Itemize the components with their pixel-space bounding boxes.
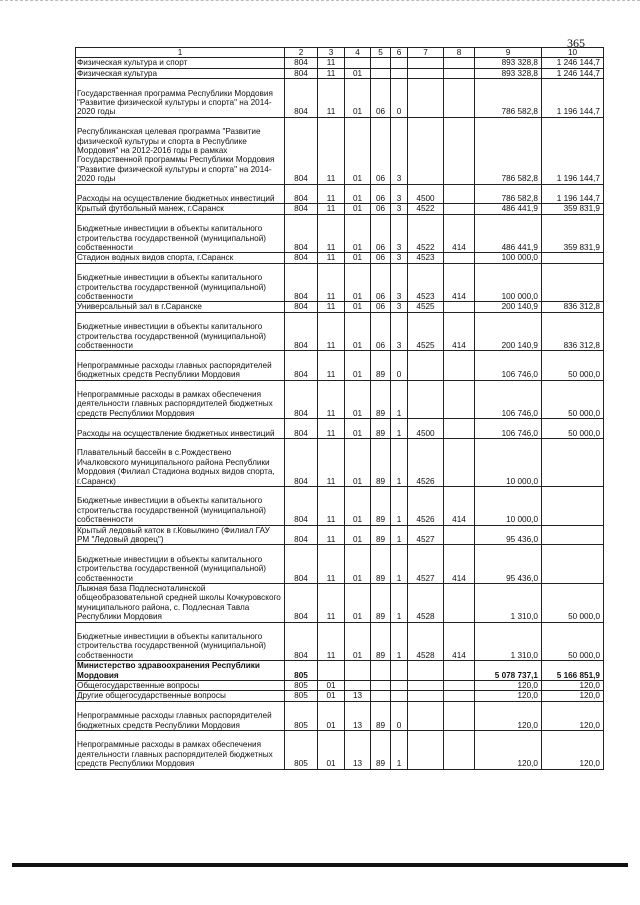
table-row xyxy=(76,302,604,312)
code-subprogram: 0 xyxy=(391,351,408,380)
code-subprogram: 0 xyxy=(391,79,408,118)
code-subprogram: 3 xyxy=(391,312,408,351)
code-subprogram xyxy=(391,681,408,691)
amount-year-1: 100 000,0 xyxy=(475,253,542,263)
code-item xyxy=(408,691,444,701)
amount-year-1: 1 310,0 xyxy=(475,622,542,661)
amount-year-1: 5 078 737,1 xyxy=(475,661,542,681)
table-row xyxy=(76,661,604,681)
amount-year-1: 106 746,0 xyxy=(475,419,542,439)
code-item: 4527 xyxy=(408,525,444,545)
row-name: Непрограммные расходы в рамках обеспечения деятельности главных распорядителей бюджетных средств Республики Мордовия xyxy=(76,380,285,419)
code-program: 06 xyxy=(371,302,391,312)
code-ministry: 805 xyxy=(285,701,318,730)
code-item: 4527 xyxy=(408,545,444,584)
row-name: Государственная программа Республики Мордовия "Развитие физической культуры и спорта" на 2014-2020 годы xyxy=(76,79,285,118)
row-name: Непрограммные расходы в рамках обеспечения деятельности главных распорядителей бюджетных средств Республики Мордовия xyxy=(76,731,285,770)
code-item xyxy=(408,68,444,78)
code-program: 89 xyxy=(371,380,391,419)
code-section: 11 xyxy=(318,117,345,184)
row-name: Непрограммные расходы главных распорядителей бюджетных средств Республики Мордовия xyxy=(76,701,285,730)
table-row xyxy=(76,419,604,439)
row-name: Плавательный бассейн в с.Рождествено Ичалковского муниципального района Республики Мордовия (Филиал Стадиона водных видов спорта, г.Саранск) xyxy=(76,438,285,486)
code-expense-type xyxy=(444,438,475,486)
code-section: 11 xyxy=(318,253,345,263)
amount-year-2: 5 166 851,9 xyxy=(542,661,604,681)
row-name: Лыжная база Подлесноталинской общеобразовательной средней школы Кочкуровского муниципального района, с. Подлесная Тавла Республики Мордовия xyxy=(76,583,285,622)
code-expense-type xyxy=(444,525,475,545)
code-item: 4523 xyxy=(408,263,444,302)
column-header-6: 6 xyxy=(391,48,408,58)
code-section: 11 xyxy=(318,79,345,118)
table-row xyxy=(76,525,604,545)
code-program: 89 xyxy=(371,701,391,730)
code-program xyxy=(371,68,391,78)
code-ministry: 804 xyxy=(285,79,318,118)
row-name: Стадион водных видов спорта, г.Саранск xyxy=(76,253,285,263)
amount-year-1: 95 436,0 xyxy=(475,545,542,584)
code-subsection: 01 xyxy=(345,204,371,214)
amount-year-1: 486 441,9 xyxy=(475,204,542,214)
row-name: Бюджетные инвестиции в объекты капитального строительства государственной (муниципальной) собственности xyxy=(76,214,285,253)
code-subsection xyxy=(345,58,371,68)
amount-year-2 xyxy=(542,438,604,486)
amount-year-1: 120,0 xyxy=(475,691,542,701)
code-item xyxy=(408,731,444,770)
amount-year-2: 1 196 144,7 xyxy=(542,184,604,204)
amount-year-2: 359 831,9 xyxy=(542,204,604,214)
code-item xyxy=(408,681,444,691)
code-subprogram: 1 xyxy=(391,419,408,439)
code-ministry: 804 xyxy=(285,184,318,204)
code-expense-type xyxy=(444,731,475,770)
code-subsection xyxy=(345,661,371,681)
code-ministry: 804 xyxy=(285,583,318,622)
row-name: Бюджетные инвестиции в объекты капитального строительства государственной (муниципальной) собственности xyxy=(76,622,285,661)
table-row xyxy=(76,486,604,525)
code-item: 4525 xyxy=(408,302,444,312)
amount-year-1: 893 328,8 xyxy=(475,58,542,68)
code-subprogram: 1 xyxy=(391,545,408,584)
code-program xyxy=(371,58,391,68)
code-ministry: 804 xyxy=(285,312,318,351)
column-header-4: 4 xyxy=(345,48,371,58)
code-section: 11 xyxy=(318,351,345,380)
code-subsection: 01 xyxy=(345,79,371,118)
column-header-5: 5 xyxy=(371,48,391,58)
row-name: Непрограммные расходы главных распорядителей бюджетных средств Республики Мордовия xyxy=(76,351,285,380)
code-program: 89 xyxy=(371,419,391,439)
code-subsection: 01 xyxy=(345,214,371,253)
code-subsection: 01 xyxy=(345,184,371,204)
amount-year-2: 1 196 144,7 xyxy=(542,79,604,118)
code-subprogram: 1 xyxy=(391,438,408,486)
table-header-row xyxy=(76,48,604,58)
code-item: 4522 xyxy=(408,214,444,253)
code-expense-type xyxy=(444,583,475,622)
code-program xyxy=(371,661,391,681)
table-row xyxy=(76,681,604,691)
code-section: 11 xyxy=(318,214,345,253)
code-ministry: 804 xyxy=(285,380,318,419)
amount-year-1: 120,0 xyxy=(475,681,542,691)
row-name: Бюджетные инвестиции в объекты капитального строительства государственной (муниципальной) собственности xyxy=(76,486,285,525)
code-item: 4500 xyxy=(408,184,444,204)
budget-table xyxy=(75,47,604,770)
code-subsection: 13 xyxy=(345,691,371,701)
amount-year-2: 1 246 144,7 xyxy=(542,68,604,78)
code-section: 11 xyxy=(318,545,345,584)
code-subsection: 13 xyxy=(345,731,371,770)
table-row xyxy=(76,731,604,770)
table-row xyxy=(76,380,604,419)
amount-year-2: 359 831,9 xyxy=(542,214,604,253)
table-row xyxy=(76,351,604,380)
column-header-8: 8 xyxy=(444,48,475,58)
code-subprogram: 1 xyxy=(391,622,408,661)
code-section: 11 xyxy=(318,204,345,214)
code-ministry: 804 xyxy=(285,117,318,184)
code-expense-type xyxy=(444,302,475,312)
code-subsection: 01 xyxy=(345,545,371,584)
code-program: 06 xyxy=(371,214,391,253)
code-section: 11 xyxy=(318,184,345,204)
code-item: 4526 xyxy=(408,438,444,486)
table-row xyxy=(76,253,604,263)
code-subprogram: 1 xyxy=(391,380,408,419)
code-item xyxy=(408,351,444,380)
code-subsection: 01 xyxy=(345,419,371,439)
amount-year-2: 50 000,0 xyxy=(542,380,604,419)
column-header-10: 10 xyxy=(542,48,604,58)
code-subsection: 01 xyxy=(345,583,371,622)
code-item: 4500 xyxy=(408,419,444,439)
code-ministry: 804 xyxy=(285,438,318,486)
code-subprogram: 3 xyxy=(391,253,408,263)
code-item xyxy=(408,58,444,68)
amount-year-1: 10 000,0 xyxy=(475,438,542,486)
page-number: 365 xyxy=(567,36,585,50)
table-body xyxy=(76,58,604,769)
column-header-1: 1 xyxy=(76,48,285,58)
code-section: 11 xyxy=(318,58,345,68)
code-section: 01 xyxy=(318,681,345,691)
code-expense-type xyxy=(444,117,475,184)
top-edge-line xyxy=(0,0,640,3)
code-program: 89 xyxy=(371,545,391,584)
code-section: 01 xyxy=(318,731,345,770)
code-ministry: 804 xyxy=(285,68,318,78)
code-ministry: 804 xyxy=(285,486,318,525)
code-program: 89 xyxy=(371,731,391,770)
code-subsection: 01 xyxy=(345,622,371,661)
table-row xyxy=(76,184,604,204)
table-row xyxy=(76,545,604,584)
code-ministry: 805 xyxy=(285,661,318,681)
code-subprogram xyxy=(391,691,408,701)
code-subprogram: 3 xyxy=(391,263,408,302)
code-subsection: 13 xyxy=(345,701,371,730)
amount-year-2: 50 000,0 xyxy=(542,622,604,661)
code-program: 89 xyxy=(371,351,391,380)
amount-year-1: 786 582,8 xyxy=(475,117,542,184)
code-section: 11 xyxy=(318,438,345,486)
amount-year-2 xyxy=(542,486,604,525)
row-name: Бюджетные инвестиции в объекты капитального строительства государственной (муниципальной) собственности xyxy=(76,263,285,302)
column-header-7: 7 xyxy=(408,48,444,58)
code-program: 06 xyxy=(371,253,391,263)
table-row xyxy=(76,438,604,486)
amount-year-2: 120,0 xyxy=(542,731,604,770)
code-program xyxy=(371,691,391,701)
code-section: 11 xyxy=(318,312,345,351)
code-ministry: 804 xyxy=(285,525,318,545)
code-subprogram: 3 xyxy=(391,214,408,253)
code-program xyxy=(371,681,391,691)
code-ministry: 805 xyxy=(285,691,318,701)
code-subsection xyxy=(345,681,371,691)
code-program: 06 xyxy=(371,184,391,204)
row-name: Крытый футбольный манеж, г.Саранск xyxy=(76,204,285,214)
code-subsection: 01 xyxy=(345,380,371,419)
code-ministry: 804 xyxy=(285,214,318,253)
code-item xyxy=(408,701,444,730)
table-row xyxy=(76,117,604,184)
amount-year-2: 1 246 144,7 xyxy=(542,58,604,68)
row-name: Бюджетные инвестиции в объекты капитального строительства государственной (муниципальной) собственности xyxy=(76,312,285,351)
code-subsection: 01 xyxy=(345,117,371,184)
amount-year-1: 120,0 xyxy=(475,731,542,770)
code-expense-type xyxy=(444,204,475,214)
code-expense-type xyxy=(444,681,475,691)
code-expense-type: 414 xyxy=(444,622,475,661)
code-ministry: 805 xyxy=(285,681,318,691)
row-name: Универсальный зал в г.Саранске xyxy=(76,302,285,312)
code-section: 11 xyxy=(318,525,345,545)
amount-year-1: 786 582,8 xyxy=(475,79,542,118)
code-subprogram xyxy=(391,661,408,681)
code-item: 4528 xyxy=(408,622,444,661)
table-row xyxy=(76,263,604,302)
amount-year-2: 836 312,8 xyxy=(542,302,604,312)
code-program: 89 xyxy=(371,583,391,622)
table-row xyxy=(76,79,604,118)
code-expense-type xyxy=(444,351,475,380)
code-program: 06 xyxy=(371,204,391,214)
code-subsection: 01 xyxy=(345,312,371,351)
table-row xyxy=(76,68,604,78)
table-row xyxy=(76,583,604,622)
amount-year-2 xyxy=(542,525,604,545)
code-subsection: 01 xyxy=(345,263,371,302)
code-item xyxy=(408,380,444,419)
amount-year-1: 106 746,0 xyxy=(475,351,542,380)
amount-year-1: 893 328,8 xyxy=(475,68,542,78)
row-name: Физическая культура xyxy=(76,68,285,78)
column-header-9: 9 xyxy=(475,48,542,58)
amount-year-2: 1 196 144,7 xyxy=(542,117,604,184)
code-ministry: 804 xyxy=(285,419,318,439)
amount-year-1: 106 746,0 xyxy=(475,380,542,419)
amount-year-2: 120,0 xyxy=(542,681,604,691)
row-name: Другие общегосударственные вопросы xyxy=(76,691,285,701)
column-header-3: 3 xyxy=(318,48,345,58)
row-name: Расходы на осуществление бюджетных инвестиций xyxy=(76,419,285,439)
code-section: 11 xyxy=(318,622,345,661)
amount-year-2 xyxy=(542,545,604,584)
code-expense-type: 414 xyxy=(444,545,475,584)
code-expense-type xyxy=(444,380,475,419)
row-name: Общегосударственные вопросы xyxy=(76,681,285,691)
amount-year-1: 786 582,8 xyxy=(475,184,542,204)
amount-year-2: 50 000,0 xyxy=(542,419,604,439)
code-ministry: 804 xyxy=(285,263,318,302)
code-ministry: 805 xyxy=(285,731,318,770)
code-subprogram xyxy=(391,68,408,78)
amount-year-1: 120,0 xyxy=(475,701,542,730)
code-subprogram: 1 xyxy=(391,583,408,622)
code-expense-type xyxy=(444,68,475,78)
code-expense-type xyxy=(444,661,475,681)
code-subsection: 01 xyxy=(345,68,371,78)
code-program: 89 xyxy=(371,486,391,525)
code-section: 11 xyxy=(318,583,345,622)
amount-year-2: 120,0 xyxy=(542,701,604,730)
amount-year-2: 50 000,0 xyxy=(542,583,604,622)
code-section: 11 xyxy=(318,380,345,419)
code-item: 4528 xyxy=(408,583,444,622)
code-expense-type xyxy=(444,58,475,68)
code-ministry: 804 xyxy=(285,58,318,68)
code-expense-type: 414 xyxy=(444,312,475,351)
code-item: 4526 xyxy=(408,486,444,525)
code-subprogram: 3 xyxy=(391,204,408,214)
code-program: 06 xyxy=(371,312,391,351)
code-program: 89 xyxy=(371,438,391,486)
amount-year-1: 100 000,0 xyxy=(475,263,542,302)
code-subsection: 01 xyxy=(345,302,371,312)
amount-year-2: 50 000,0 xyxy=(542,351,604,380)
row-name: Министерство здравоохранения Республики Мордовия xyxy=(76,661,285,681)
bottom-edge-bar xyxy=(12,863,628,867)
code-expense-type xyxy=(444,253,475,263)
code-subprogram: 3 xyxy=(391,184,408,204)
code-item xyxy=(408,79,444,118)
amount-year-2 xyxy=(542,253,604,263)
amount-year-1: 1 310,0 xyxy=(475,583,542,622)
amount-year-2 xyxy=(542,263,604,302)
table-row xyxy=(76,701,604,730)
code-subprogram: 1 xyxy=(391,486,408,525)
code-item xyxy=(408,117,444,184)
code-expense-type: 414 xyxy=(444,263,475,302)
amount-year-1: 486 441,9 xyxy=(475,214,542,253)
column-header-2: 2 xyxy=(285,48,318,58)
code-section: 01 xyxy=(318,701,345,730)
amount-year-1: 200 140,9 xyxy=(475,302,542,312)
amount-year-1: 95 436,0 xyxy=(475,525,542,545)
code-program: 06 xyxy=(371,263,391,302)
code-subprogram: 0 xyxy=(391,701,408,730)
code-item: 4522 xyxy=(408,204,444,214)
table-row xyxy=(76,58,604,68)
code-subsection: 01 xyxy=(345,486,371,525)
code-expense-type xyxy=(444,419,475,439)
code-ministry: 804 xyxy=(285,351,318,380)
amount-year-1: 200 140,9 xyxy=(475,312,542,351)
code-item xyxy=(408,661,444,681)
row-name: Республиканская целевая программа "Развитие физической культуры и спорта в Республике Мордовия" на 2012-2016 годы в рамках Государственной программы Республики Мордовия "Развитие физической культуры и спорта" на 2014-2020 годы xyxy=(76,117,285,184)
row-name: Физическая культура и спорт xyxy=(76,58,285,68)
code-subprogram xyxy=(391,58,408,68)
code-item: 4525 xyxy=(408,312,444,351)
code-expense-type xyxy=(444,701,475,730)
code-subprogram: 3 xyxy=(391,302,408,312)
code-ministry: 804 xyxy=(285,622,318,661)
code-section: 01 xyxy=(318,691,345,701)
code-ministry: 804 xyxy=(285,302,318,312)
table-row xyxy=(76,204,604,214)
code-section: 11 xyxy=(318,302,345,312)
code-item: 4523 xyxy=(408,253,444,263)
code-subsection: 01 xyxy=(345,351,371,380)
code-expense-type: 414 xyxy=(444,486,475,525)
code-expense-type xyxy=(444,184,475,204)
code-ministry: 804 xyxy=(285,204,318,214)
code-ministry: 804 xyxy=(285,545,318,584)
code-program: 89 xyxy=(371,622,391,661)
table-row xyxy=(76,691,604,701)
code-subprogram: 3 xyxy=(391,117,408,184)
amount-year-1: 10 000,0 xyxy=(475,486,542,525)
code-expense-type: 414 xyxy=(444,214,475,253)
code-subsection: 01 xyxy=(345,253,371,263)
code-ministry: 804 xyxy=(285,253,318,263)
code-section: 11 xyxy=(318,486,345,525)
table-row xyxy=(76,622,604,661)
table-row xyxy=(76,214,604,253)
table-row xyxy=(76,312,604,351)
code-subsection: 01 xyxy=(345,438,371,486)
code-expense-type xyxy=(444,691,475,701)
code-section: 11 xyxy=(318,68,345,78)
amount-year-2: 120,0 xyxy=(542,691,604,701)
row-name: Бюджетные инвестиции в объекты капитального строительства государственной (муниципальной) собственности xyxy=(76,545,285,584)
amount-year-2: 836 312,8 xyxy=(542,312,604,351)
code-section xyxy=(318,661,345,681)
row-name: Крытый ледовый каток в г.Ковылкино (Филиал ГАУ РМ "Ледовый дворец") xyxy=(76,525,285,545)
code-subsection: 01 xyxy=(345,525,371,545)
code-program: 06 xyxy=(371,117,391,184)
code-section: 11 xyxy=(318,263,345,302)
row-name: Расходы на осуществление бюджетных инвестиций xyxy=(76,184,285,204)
code-subprogram: 1 xyxy=(391,525,408,545)
code-subprogram: 1 xyxy=(391,731,408,770)
code-section: 11 xyxy=(318,419,345,439)
code-expense-type xyxy=(444,79,475,118)
code-program: 06 xyxy=(371,79,391,118)
code-program: 89 xyxy=(371,525,391,545)
